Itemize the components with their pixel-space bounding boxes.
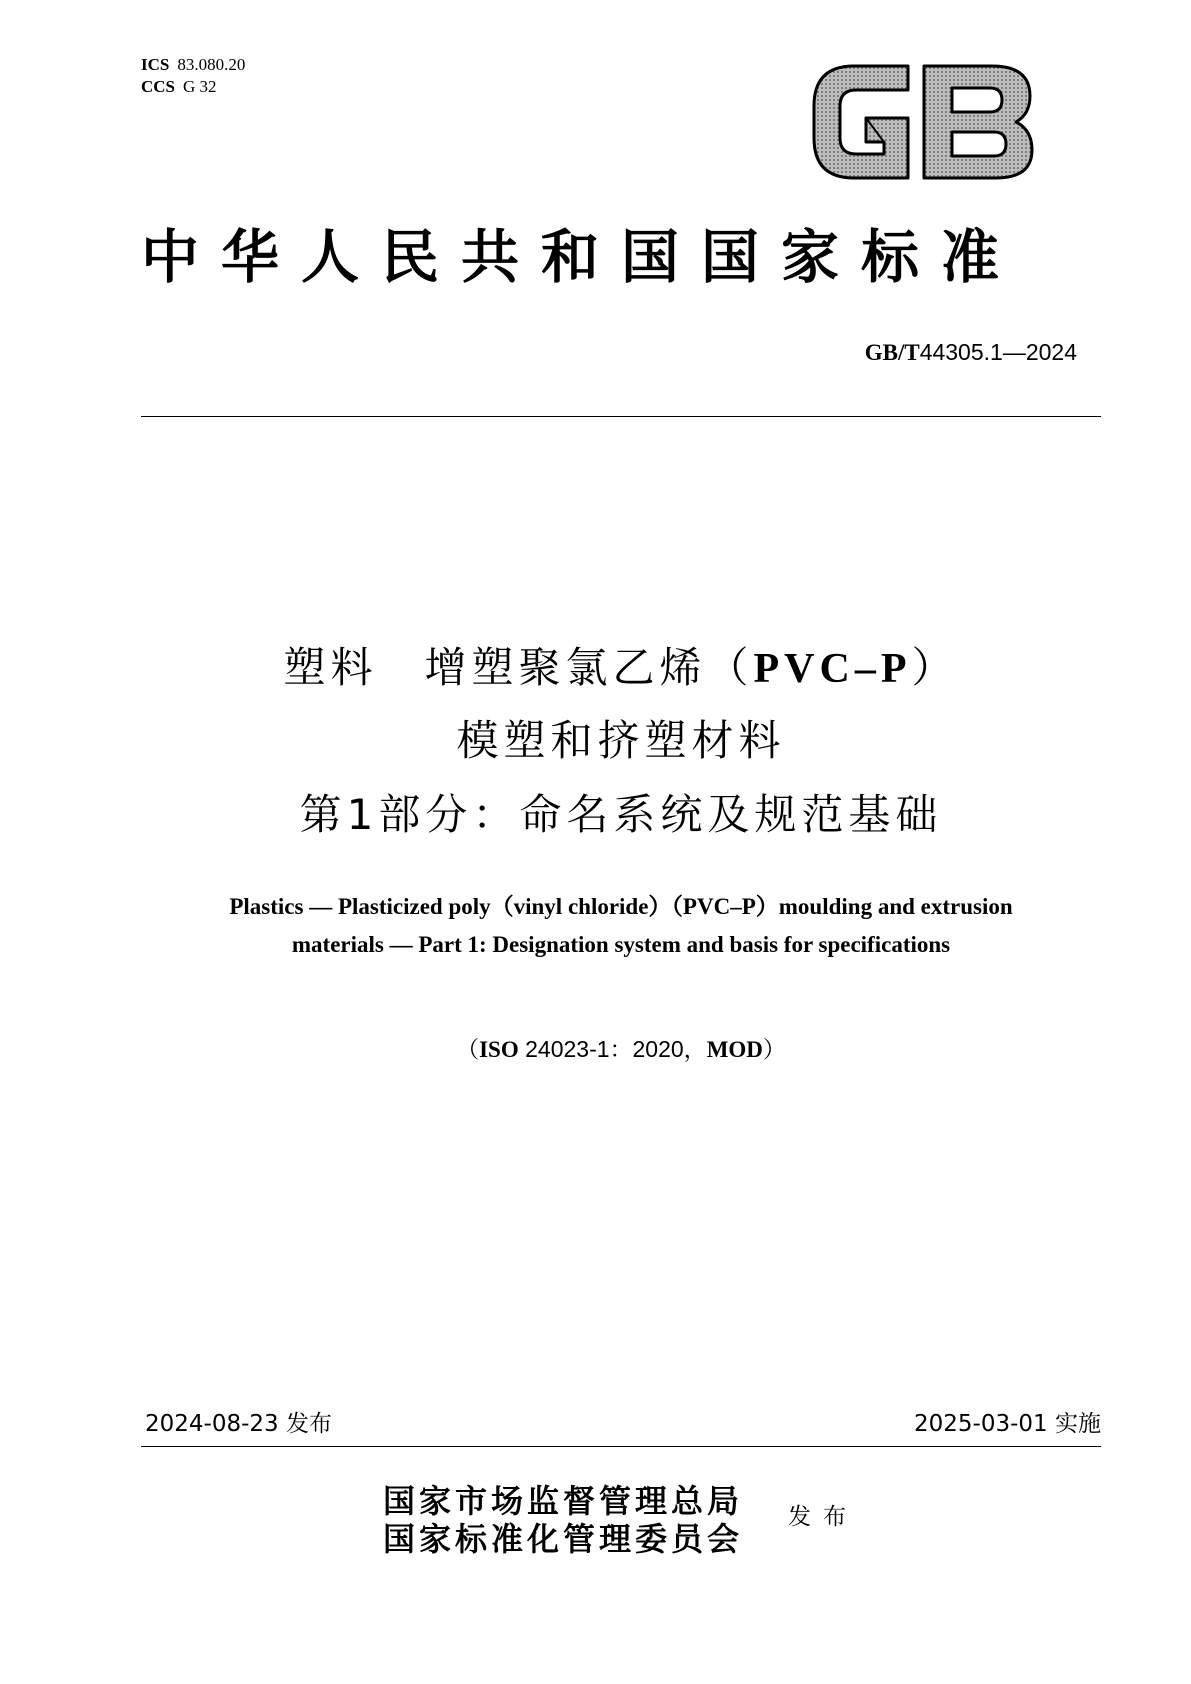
english-title <box>121 888 1121 964</box>
ics-value: 83.080.20 <box>177 55 246 74</box>
ccs-label: CCS <box>141 77 176 96</box>
footer-divider <box>141 1446 1101 1447</box>
cn-title-pvc: PVC–P <box>753 646 912 692</box>
ics-code <box>141 54 245 76</box>
ics-label: ICS <box>141 55 170 74</box>
standard-number <box>865 338 1077 367</box>
ccs-value: G 32 <box>183 77 217 96</box>
publish-label: 发布 <box>788 1504 858 1530</box>
iso-open: （ <box>456 1037 480 1062</box>
iso-number: 24023-1：2020， <box>518 1036 707 1062</box>
standard-code: 44305.1—2024 <box>919 339 1077 365</box>
cn-title-line1-c: ） <box>911 643 959 692</box>
effective-date: 2025-03-01 实施 <box>914 1411 1101 1437</box>
cn-title-line1 <box>141 643 1101 694</box>
cn-title-line2: 模塑和挤塑材料 <box>456 716 786 765</box>
cn-title-line3: 第1部分：命名系统及规范基础 <box>299 790 943 839</box>
english-title-line2: materials — Part 1: Designation system and basis for specifications <box>291 932 951 957</box>
standard-prefix: GB/T <box>864 340 920 365</box>
classification-codes <box>141 54 245 98</box>
english-title-line1: Plastics — Plasticized poly（vinyl chloride）（PVC–P）moulding and extrusion <box>229 894 1013 919</box>
header-divider <box>141 416 1101 417</box>
gb-logo <box>808 58 1038 186</box>
iso-label: ISO <box>479 1037 519 1062</box>
national-standard-title: 中华人民共和国国家标准 <box>141 223 1022 291</box>
iso-close: ） <box>762 1037 786 1062</box>
issuer-samr: 国家市场监督管理总局 <box>383 1482 744 1520</box>
issuing-authorities <box>383 1482 743 1558</box>
iso-adoption <box>141 1035 1101 1064</box>
ccs-code <box>141 76 245 98</box>
iso-mod: MOD <box>706 1037 763 1062</box>
issue-date: 2024-08-23 发布 <box>145 1411 332 1437</box>
issuer-sac: 国家标准化管理委员会 <box>383 1520 744 1558</box>
cn-title-line1-a: 塑料 增塑聚氯乙烯（ <box>283 643 754 692</box>
